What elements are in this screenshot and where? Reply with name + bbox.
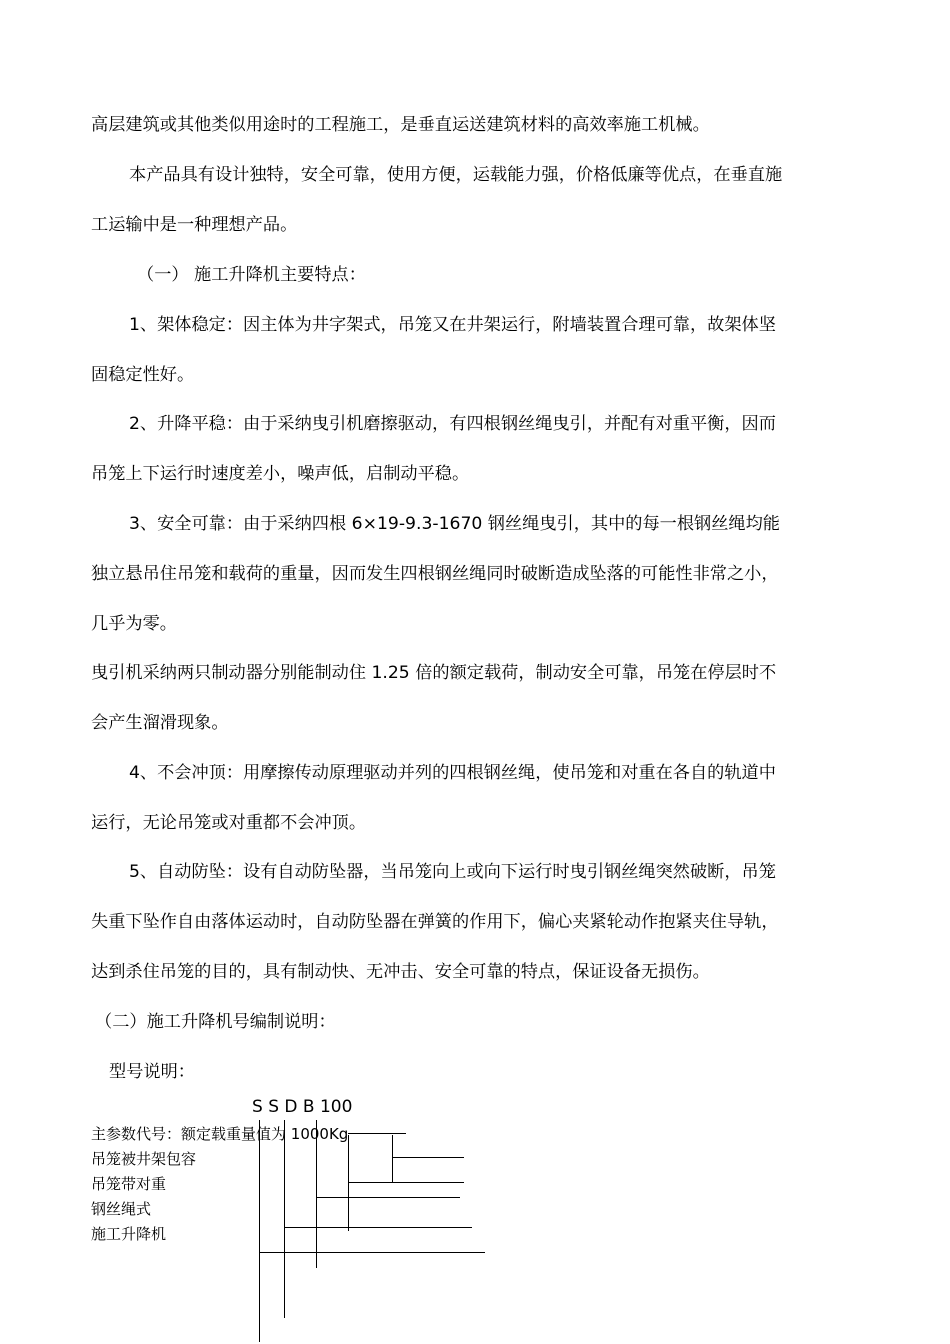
feature-line: 几乎为零。 [91, 614, 177, 634]
connector-line [348, 1182, 464, 1183]
model-title: 型号说明： [109, 1062, 195, 1082]
diagram-label: 吊笼被井架包容 [91, 1150, 197, 1168]
paragraph-line: 工运输中是一种理想产品。 [91, 215, 298, 235]
connector-line [259, 1252, 485, 1253]
connector-line [348, 1133, 406, 1134]
paragraph-line: 本产品具有设计独特，安全可靠，使用方便，运载能力强，价格低廉等优点，在垂直施 [129, 165, 783, 185]
connector-line [284, 1227, 472, 1228]
model-code: S S D B 100 [252, 1097, 353, 1117]
feature-line: 会产生溜滑现象。 [91, 713, 229, 733]
feature-line: 独立悬吊住吊笼和载荷的重量，因而发生四根钢丝绳同时破断造成坠落的可能性非常之小， [91, 564, 779, 584]
connector-line [316, 1120, 317, 1268]
diagram-label: 钢丝绳式 [91, 1200, 152, 1218]
feature-line: 3、安全可靠：由于采纳四根 6×19-9.3-1670 钢丝绳曳引，其中的每一根钢丝绳均能 [129, 514, 780, 534]
section-heading: （一） 施工升降机主要特点： [137, 265, 366, 285]
connector-line [316, 1197, 460, 1198]
feature-line: 吊笼上下运行时速度差小，噪声低，启制动平稳。 [91, 464, 470, 484]
section-heading: （二）施工升降机号编制说明： [95, 1012, 336, 1032]
connector-line [392, 1135, 393, 1182]
connector-line [392, 1157, 464, 1158]
connector-line [348, 1135, 349, 1231]
diagram-label: 施工升降机 [91, 1225, 167, 1243]
feature-line: 达到杀住吊笼的目的，具有制动快、无冲击、安全可靠的特点，保证设备无损伤。 [91, 962, 710, 982]
connector-line [284, 1120, 285, 1318]
feature-line: 5、自动防坠：设有自动防坠器，当吊笼向上或向下运行时曳引钢丝绳突然破断，吊笼 [129, 862, 776, 882]
feature-line: 运行，无论吊笼或对重都不会冲顶。 [91, 813, 367, 833]
feature-line: 固稳定性好。 [91, 365, 195, 385]
diagram-label: 主参数代号：额定载重量值为 1000Kg [91, 1125, 349, 1143]
paragraph-line: 高层建筑或其他类似用途时的工程施工，是垂直运送建筑材料的高效率施工机械。 [91, 115, 710, 135]
connector-line [259, 1120, 260, 1342]
feature-line: 失重下坠作自由落体运动时，自动防坠器在弹簧的作用下，偏心夹紧轮动作抱紧夹住导轨， [91, 912, 779, 932]
feature-line: 曳引机采纳两只制动器分别能制动住 1.25 倍的额定载荷，制动安全可靠，吊笼在停层时不 [91, 663, 777, 683]
feature-line: 1、架体稳定：因主体为井字架式，吊笼又在井架运行，附墙装置合理可靠，故架体坚 [129, 315, 776, 335]
diagram-label: 吊笼带对重 [91, 1175, 167, 1193]
feature-line: 4、不会冲顶：用摩擦传动原理驱动并列的四根钢丝绳，使吊笼和对重在各自的轨道中 [129, 763, 776, 783]
feature-line: 2、升降平稳：由于采纳曳引机磨擦驱动，有四根钢丝绳曳引，并配有对重平衡，因而 [129, 414, 776, 434]
